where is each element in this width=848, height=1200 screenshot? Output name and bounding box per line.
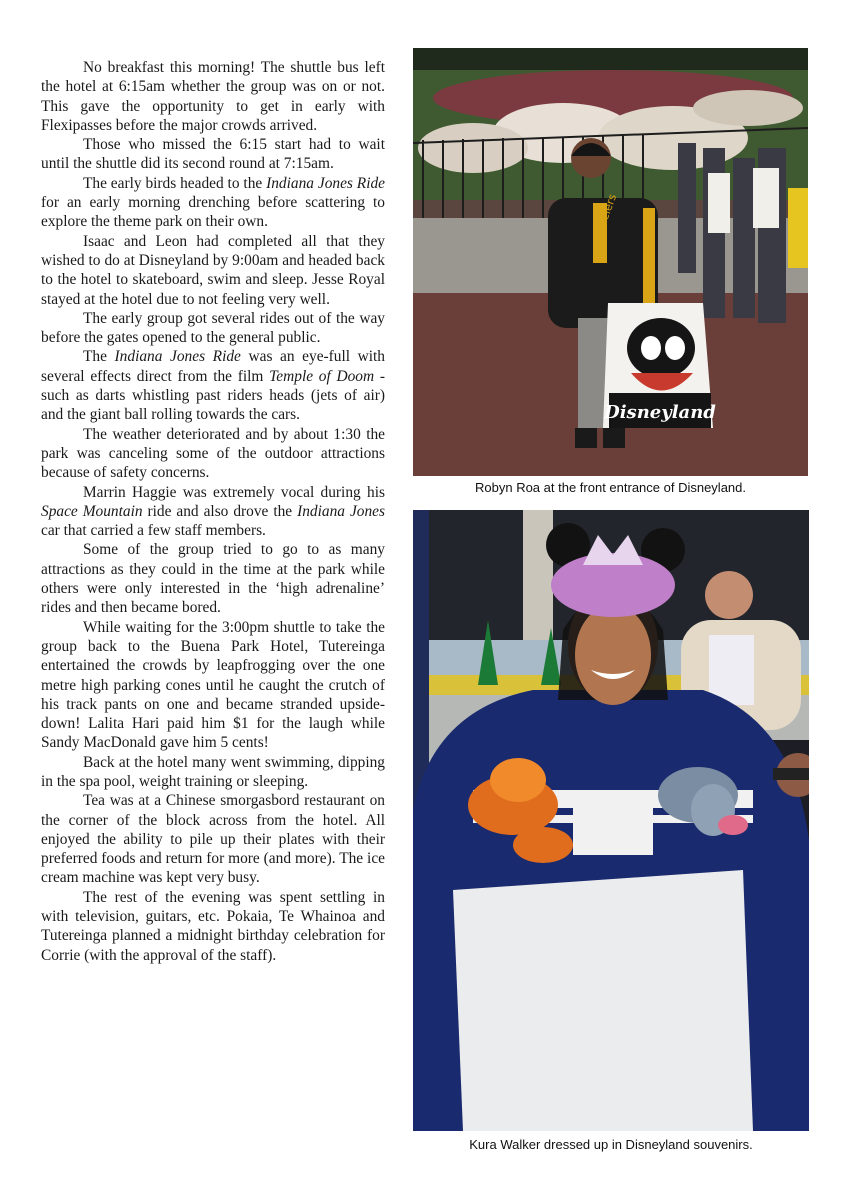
paragraph-text: Some of the group tried to go to as many attractions as they could in the time at the park while others were only interested in the ‘high adrenaline’ rides and then became bored. [41, 541, 385, 617]
italic-title: Space Mountain [41, 502, 143, 520]
paragraph-text: was an eye-full with several effects direct from the film [41, 348, 385, 385]
photo-robyn-roa-image [413, 48, 808, 476]
article-paragraph [41, 753, 385, 792]
article-paragraph [41, 174, 385, 232]
paragraph-text: The [83, 348, 115, 366]
paragraph-text: While waiting for the 3:00pm shuttle to take the group back to the Buena Park Hotel, Tutereinga entertained the crowds by leapfrogging over the one metre high parking cones until he caught the crutch of his track pants on one and became stranded upside-down! Lalita Hari paid him $1 for the laugh while Sandy MacDonald gave him 5 cents! [41, 618, 385, 752]
article-paragraph [41, 540, 385, 617]
paragraph-text: Back at the hotel many went swimming, dipping in the spa pool, weight training or sleeping. [41, 753, 385, 790]
article-paragraph [41, 135, 385, 174]
paragraph-text: car that carried a few staff members. [41, 522, 266, 540]
paragraph-text: Tea was at a Chinese smorgasbord restaurant on the corner of the block across from the hotel. All enjoyed the ability to pile up their plates with their preferred foods and return for more (and more). The ice cream machine was kept very busy. [41, 792, 385, 887]
photo-caption-robyn-roa: Robyn Roa at the front entrance of Disneyland. [475, 480, 746, 495]
article-paragraph [41, 58, 385, 135]
paragraph-text: Marrin Haggie was extremely vocal during his [83, 483, 385, 501]
article-paragraph [41, 425, 385, 483]
photo-caption-kura-walker: Kura Walker dressed up in Disneyland souvenirs. [469, 1137, 753, 1152]
article-paragraph [41, 888, 385, 965]
paragraph-text: The early group got several rides out of the way before the gates opened to the general public. [41, 309, 385, 347]
article-paragraph [41, 483, 385, 541]
article-paragraph [41, 347, 385, 424]
paragraph-text: The weather deteriorated and by about 1:30 the park was canceling some of the outdoor attractions because of safety concerns. [41, 425, 385, 482]
article-paragraph [41, 232, 385, 309]
bag-logo-text: Disneyland [604, 402, 716, 423]
italic-title: Indiana Jones Ride [114, 348, 241, 366]
italic-title: Indiana Jones Ride [266, 174, 385, 192]
photo-robyn-roa [413, 48, 808, 476]
paragraph-text: The rest of the evening was spent settling in with television, guitars, etc. Pokaia, Te Whainoa and Tutereinga planned a midnight birthday celebration for Corrie (with the approval of the staff). [41, 888, 385, 964]
article-paragraph [41, 309, 385, 348]
photo-kura-walker-image [413, 510, 809, 1131]
paragraph-text: The early birds headed to the [83, 174, 267, 192]
paragraph-text: Those who missed the 6:15 start had to wait until the shuttle did its second round at 7:15am. [41, 136, 385, 173]
article-paragraph [41, 618, 385, 753]
article-text-column [41, 58, 385, 965]
italic-title: Indiana Jones [297, 502, 385, 520]
jacket-logo-text: Steelers [591, 192, 620, 240]
paragraph-text: No breakfast this morning! The shuttle bus left the hotel at 6:15am whether the group was on or not. This gave the opportunity to get in early with Flexipasses before the major crowds arrived. [41, 59, 385, 134]
photo-kura-walker [413, 510, 809, 1131]
italic-title: Temple of Doom [269, 367, 375, 385]
paragraph-text: for an early morning drenching before scattering to explore the theme park on their own. [41, 194, 385, 231]
article-paragraph [41, 791, 385, 887]
paragraph-text: - such as darts whistling past riders heads (jets of air) and the giant ball rolling towards the cars. [41, 367, 385, 424]
paragraph-text: Isaac and Leon had completed all that they wished to do at Disneyland by 9:00am and headed back to the hotel to skateboard, swim and sleep. Jesse Royal stayed at the hotel due to not feeling very well. [41, 232, 385, 308]
paragraph-text: ride and also drove the [142, 502, 298, 520]
